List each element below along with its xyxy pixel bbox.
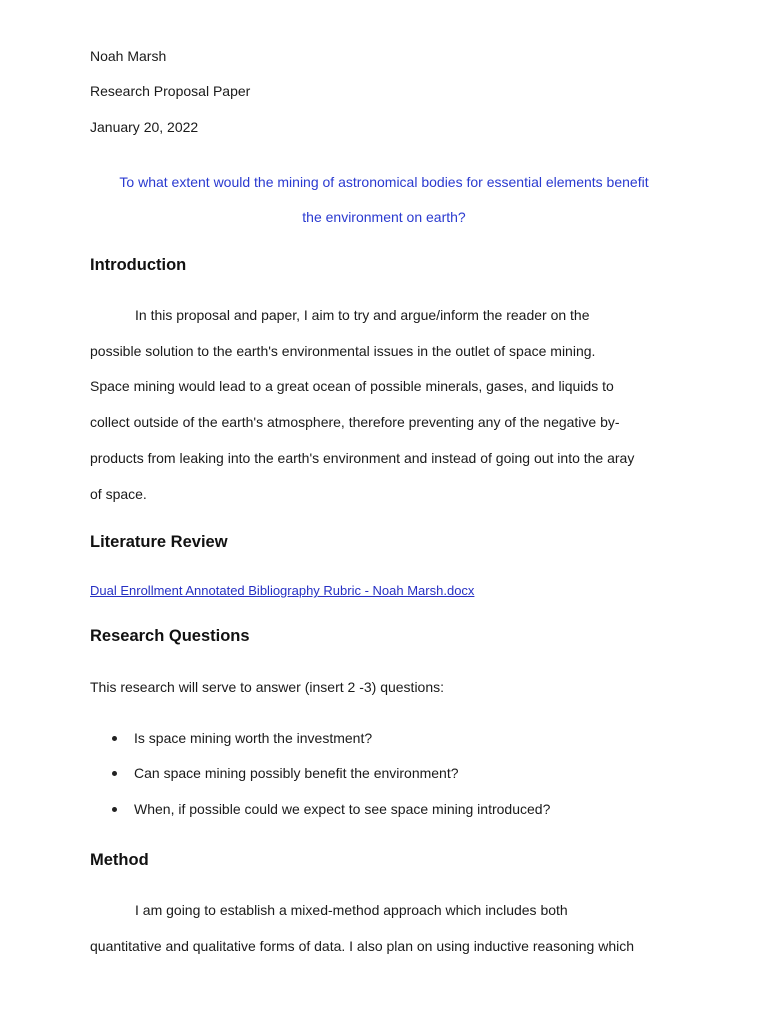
author-name: Noah Marsh <box>90 48 167 64</box>
introduction-line: of space. <box>90 486 147 502</box>
heading-research-questions: Research Questions <box>90 627 250 645</box>
list-item <box>112 729 372 747</box>
list-item-text: Can space mining possibly benefit the environment? <box>134 765 459 781</box>
bibliography-link[interactable]: Dual Enrollment Annotated Bibliography Rubric - Noah Marsh.docx <box>90 583 475 598</box>
list-item <box>112 800 550 818</box>
bullet-icon <box>112 736 117 741</box>
introduction-line: collect outside of the earth's atmosphere, therefore preventing any of the negative by- <box>90 414 620 430</box>
heading-method: Method <box>90 851 149 869</box>
paper-title-line-1: To what extent would the mining of astronomical bodies for essential elements benefit <box>119 174 649 190</box>
document-type: Research Proposal Paper <box>90 83 251 99</box>
introduction-line: products from leaking into the earth's environment and instead of going out into the aray <box>90 450 635 466</box>
heading-introduction: Introduction <box>90 256 187 274</box>
introduction-line: possible solution to the earth's environmental issues in the outlet of space mining. <box>90 343 596 359</box>
introduction-line: In this proposal and paper, I aim to try and argue/inform the reader on the <box>135 307 590 323</box>
method-line: I am going to establish a mixed-method approach which includes both <box>135 902 568 918</box>
bullet-icon <box>112 807 117 812</box>
document-date: January 20, 2022 <box>90 119 199 135</box>
paper-title-line-2: the environment on earth? <box>302 209 466 225</box>
list-item-text: Is space mining worth the investment? <box>134 730 373 746</box>
list-item-text: When, if possible could we expect to see space mining introduced? <box>134 801 551 817</box>
list-item <box>112 764 459 782</box>
heading-literature-review: Literature Review <box>90 533 228 551</box>
introduction-line: Space mining would lead to a great ocean of possible minerals, gases, and liquids to <box>90 378 614 394</box>
bullet-icon <box>112 771 117 776</box>
research-questions-intro: This research will serve to answer (insert 2 -3) questions: <box>90 679 445 695</box>
method-line: quantitative and qualitative forms of data. I also plan on using inductive reasoning which <box>90 938 635 954</box>
